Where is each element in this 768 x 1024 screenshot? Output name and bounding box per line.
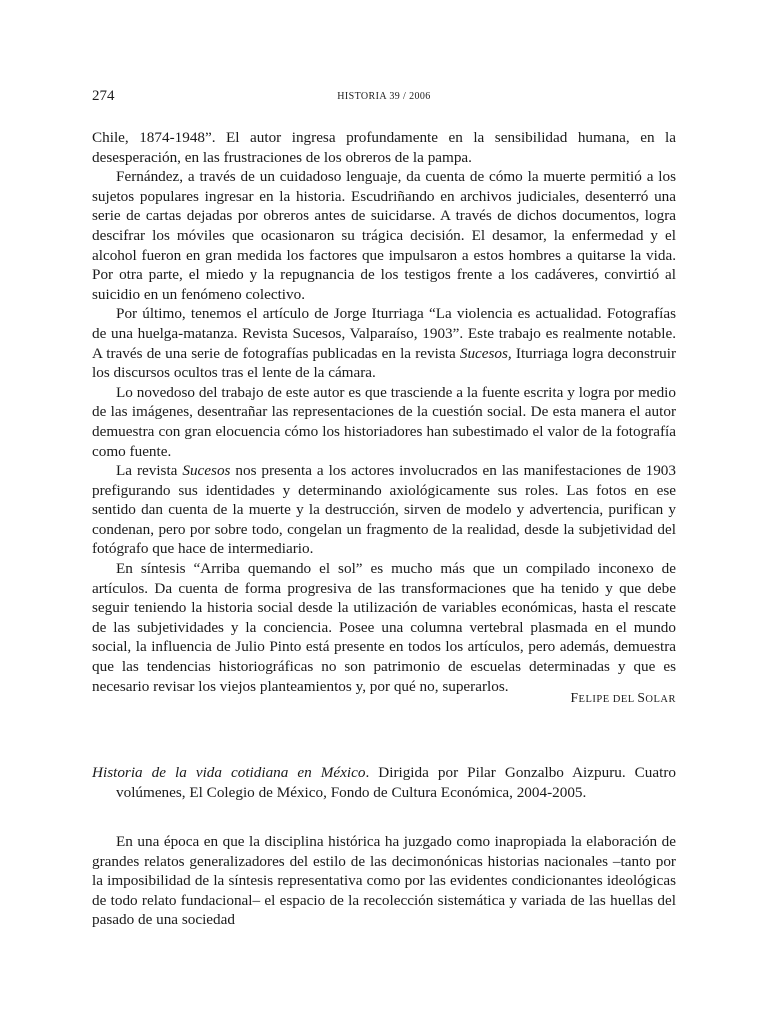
paragraph: En una época en que la disciplina histórica ha juzgado como inapropiada la elaboración de grandes relatos generalizadores del estilo de las decimonónicas historias nacionales –tanto por la imposibilidad de la síntesis representativa como por las evidentes condicionantes ideológicas de todo relato fundacional– el espacio de la recolección sistemática y variada de las huellas del pasado de una sociedad [92,833,676,929]
signature-initial: S [637,690,646,705]
italic-journal-title: Sucesos, [459,344,512,362]
signature-initial: F [570,690,579,705]
review-body [92,128,676,696]
signature-smallcaps: ELIPE DEL [578,694,638,705]
paragraph: En síntesis “Arriba quemando el sol” es mucho más que un compilado inconexo de artículos. Da cuenta de forma progresiva de las transformaciones que ha tenido y que debe seguir teniendo la historia social desde la utilización de variables económicas, hasta el rescate de las subjetividades y la conciencia. Posee una columna vertebral plasmada en el mundo social, la influencia de Julio Pinto está presente en todos los artículos, pero además, demuestra que las tendencias historiográficas no son patrimonio de escuelas determinadas y que es necesario revisar los viejos planteamientos y, por qué no, superarlos. [92,560,676,695]
text-run: La revista [116,462,183,480]
paragraph: Fernández, a través de un cuidadoso lenguaje, da cuenta de cómo la muerte permitió a los sujetos populares ingresar en la historia. Escudriñando en archivos judiciales, desenterró una serie de cartas dejadas por obreros antes de suicidarse. A través de dichos documentos, logra descifrar los móviles que ocasionaron su trágica decisión. El desamor, la enfermedad y el alcohol fueron en gran medida los factores que impulsaron a estos hombres a quitarse la vida. Por otra parte, el miedo y la repugnancia de los testigos frente a los cadáveres, convirtió al suicidio en un fenómeno colectivo. [92,168,676,303]
citation-details: . Dirigida por Pilar Gonzalbo Aizpuru. Cuatro volúmenes, El Colegio de México, Fondo de Cultura Económica, 2004-2005. [116,764,676,801]
signature-smallcaps: OLAR [645,694,676,705]
review-body-second [92,832,676,930]
italic-journal-title: Sucesos [182,462,231,480]
paragraph [92,461,676,559]
text-run: Iturriaga logra deconstruir los discursos ocultos tras el lente de la cámara. [92,344,676,382]
running-head: HISTORIA 39 / 2006 [337,91,431,102]
reviewer-signature [571,690,676,706]
text-run: Por último, tenemos el artículo de Jorge Iturriaga “La violencia es actualidad. Fotografías de una huelga-matanza. Revista Sucesos, Valparaíso, 1903”. Este trabajo es realmente notable. A través de una serie de fotografías publicadas en la revista [92,305,676,362]
paragraph [92,304,676,382]
paragraph: Chile, 1874-1948”. El autor ingresa profundamente en la sensibilidad humana, en la desesperación, en las frustraciones de los obreros de la pampa. [92,129,676,166]
page-number: 274 [92,88,115,104]
paragraph: Lo novedoso del trabajo de este autor es que trasciende a la fuente escrita y logra por medio de las imágenes, desentrañar las representaciones de la cuestión social. De esta manera el autor demuestra con gran elocuencia cómo los historiadores han subestimado el valor de la fotografía como fuente. [92,383,676,460]
page-header [92,88,676,108]
text-run: nos presenta a los actores involucrados en las manifestaciones de 1903 prefigurando sus identidades y determinando axiológicamente sus roles. Las fotos en ese sentido dan cuenta de la muerte y la destrucción, sirven de modelo y advertencia, purifican y condenan, pero por sobre todo, congelan un fragmento de la realidad, desde la subjetividad del fotógrafo que hace de intermediario. [92,462,676,558]
book-citation [92,763,676,802]
book-title: Historia de la vida cotidiana en México [92,764,366,781]
